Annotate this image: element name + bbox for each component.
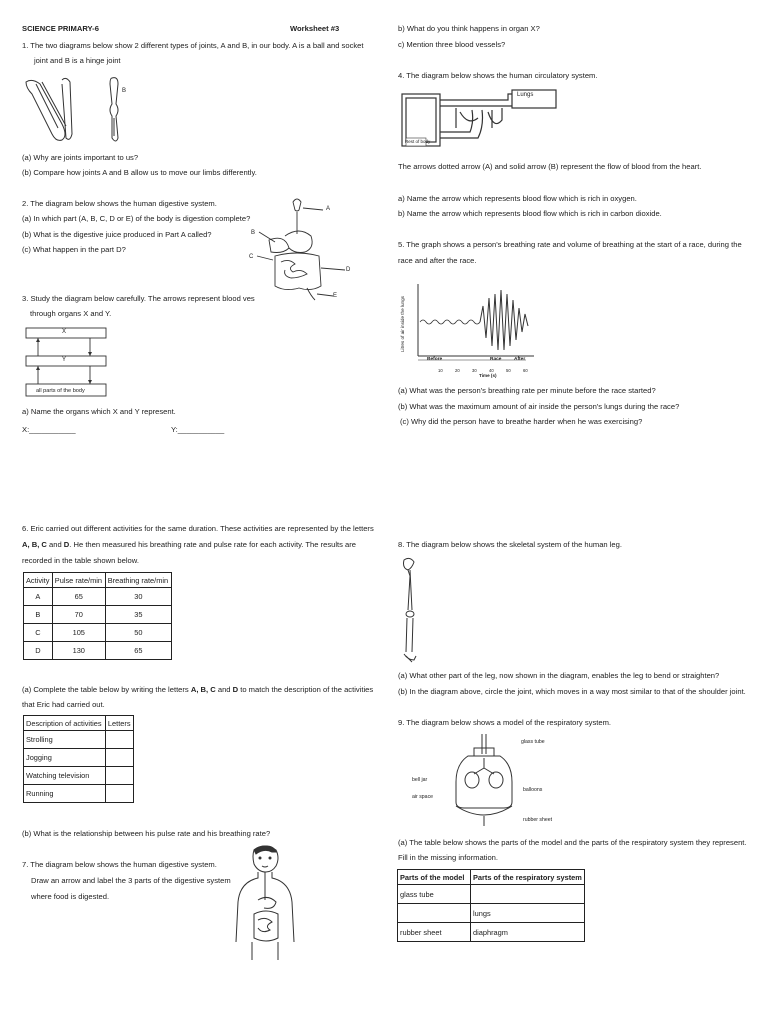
glass-tube-label: glass tube <box>521 739 545 745</box>
graph-xlabel: Time (s) <box>479 373 497 378</box>
table-row <box>24 785 134 803</box>
q5-c: (c) Why did the person have to breathe harder when he was exercising? <box>400 417 643 426</box>
q6-a-line2: that Eric had carried out. <box>22 700 105 709</box>
leg-skeleton-diagram <box>398 556 420 664</box>
table-cell: 30 <box>105 588 171 606</box>
graph-race-label: Race <box>490 357 502 362</box>
q6-a-letters-abc: A, B, C <box>190 685 216 694</box>
activity-results-table <box>23 572 172 660</box>
graph-ylabel: Litres of air inside the lungs <box>400 296 405 352</box>
digestive-system-diagram <box>245 196 350 306</box>
q2-b: (b) What is the digestive juice produced in Part A called? <box>22 230 212 239</box>
q7-line3: where food is digested. <box>31 892 110 901</box>
q7-line2: Draw an arrow and label the 3 parts of the digestive system <box>31 876 231 885</box>
answer-cell[interactable] <box>471 885 585 904</box>
q6-line2-rest: . He then measured his breathing rate and pulse rate for each activity. The results are <box>69 540 357 549</box>
q4-a: a) Name the arrow which represents blood flow which is rich in oxygen. <box>398 194 637 203</box>
letter-answer-cell[interactable] <box>105 767 133 785</box>
q1-a: (a) Why are joints important to us? <box>22 153 139 162</box>
table-cell: Jogging <box>24 749 106 767</box>
label-c: C <box>249 254 254 260</box>
q7-line1: 7. The diagram below shows the human digestive system. <box>22 860 217 869</box>
table-cell: D <box>24 642 53 660</box>
q6-letters-abc: A, B, C <box>22 540 47 549</box>
worksheet-number: Worksheet #3 <box>290 24 340 33</box>
lungs-label: Lungs <box>517 92 534 98</box>
box-x-label: X <box>62 329 67 335</box>
table-row <box>398 885 585 904</box>
table-cell: Running <box>24 785 106 803</box>
label-a: A <box>326 206 331 212</box>
air-space-label: air space <box>412 794 434 800</box>
table-cell: rubber sheet <box>398 923 471 942</box>
q8-line1: 8. The diagram below shows the skeletal system of the human leg. <box>398 540 622 549</box>
breathing-graph <box>398 280 538 380</box>
q3-b: b) What do you think happens in organ X? <box>398 24 540 33</box>
table-cell: diaphragm <box>471 923 585 942</box>
q2-line1: 2. The diagram below shows the human digestive system. <box>22 199 217 208</box>
letter-answer-cell[interactable] <box>105 785 133 803</box>
table-row <box>24 767 134 785</box>
table-cell: C <box>24 624 53 642</box>
q8-b: (b) In the diagram above, circle the joint, which moves in a way most similar to that of the shoulder joint. <box>398 687 746 696</box>
table-cell: glass tube <box>398 885 471 904</box>
q6-and: and <box>46 540 64 549</box>
table-row <box>24 606 172 624</box>
q8-a: (a) What other part of the leg, now shown in the diagram, enables the leg to bend or straighten? <box>398 671 720 680</box>
letter-answer-cell[interactable] <box>105 749 133 767</box>
graph-tick-10: 10 <box>438 368 443 373</box>
q5-b: (b) What was the maximum amount of air inside the person's lungs during the race? <box>398 402 680 411</box>
graph-tick-50: 50 <box>506 368 511 373</box>
table-cell: 65 <box>105 642 171 660</box>
human-digestive-figure <box>232 842 300 962</box>
bell-jar-label: bell jar <box>412 777 428 783</box>
q6-a-and: and <box>215 685 233 694</box>
q6-line2 <box>22 540 356 550</box>
table-row <box>398 904 585 923</box>
q6-a-line1 <box>22 685 373 695</box>
table-header-cell: Letters <box>105 716 133 731</box>
q9-line1: 9. The diagram below shows a model of the respiratory system. <box>398 718 612 727</box>
table-cell: 35 <box>105 606 171 624</box>
table-header-cell: Description of activities <box>24 716 106 731</box>
q6-a-pre: (a) Complete the table below by writing the letters <box>22 685 191 694</box>
table-cell: 130 <box>52 642 105 660</box>
graph-tick-30: 30 <box>472 368 477 373</box>
letter-answer-cell[interactable] <box>105 731 133 749</box>
q6-letter-d: D <box>63 540 70 549</box>
q1-b: (b) Compare how joints A and B allow us to move our limbs differently. <box>22 168 257 177</box>
q4-b: b) Name the arrow which represents blood flow which is rich in carbon dioxide. <box>398 209 662 218</box>
rest-of-body-label: Rest of body <box>405 139 431 144</box>
q5-line1: 5. The graph shows a person's breathing rate and volume of breathing at the start of a race, during the <box>398 240 742 249</box>
label-e: E <box>333 293 338 299</box>
y-answer-blank: Y:___________ <box>171 425 225 434</box>
q2-c: (c) What happen in the part D? <box>22 245 126 254</box>
respiratory-model-diagram <box>448 732 518 828</box>
q9-a-line2: Fill in the missing information. <box>398 853 499 862</box>
table-row <box>24 749 134 767</box>
q6-a-letter-d: D <box>232 685 239 694</box>
box-body-label: all parts of the body <box>36 388 85 394</box>
q4-desc: The arrows dotted arrow (A) and solid arrow (B) represent the flow of blood from the heart. <box>398 162 702 171</box>
table-header-cell: Parts of the model <box>398 870 471 885</box>
activity-description-table <box>23 715 134 803</box>
table-cell: B <box>24 606 53 624</box>
table-cell: lungs <box>471 904 585 923</box>
table-row <box>24 624 172 642</box>
q4-line1: 4. The diagram below shows the human circulatory system. <box>398 71 598 80</box>
table-header-row <box>24 716 134 731</box>
graph-tick-20: 20 <box>455 368 460 373</box>
box-y-label: Y <box>62 357 67 363</box>
graph-tick-40: 40 <box>489 368 494 373</box>
table-cell: 70 <box>52 606 105 624</box>
table-row <box>24 642 172 660</box>
table-header-row <box>398 870 585 885</box>
respiratory-parts-table <box>397 869 585 942</box>
table-header-row <box>24 573 172 588</box>
table-cell: 50 <box>105 624 171 642</box>
q6-a-rest: to match the description of the activities <box>238 685 374 694</box>
graph-before-label: Before <box>427 357 443 362</box>
table-header-cell: Parts of the respiratory system <box>471 870 585 885</box>
q2-a: (a) In which part (A, B, C, D or E) of the body is digestion complete? <box>22 214 251 223</box>
q3-a: a) Name the organs which X and Y represent. <box>22 407 176 416</box>
rubber-sheet-label: rubber sheet <box>523 817 553 823</box>
graph-tick-60: 60 <box>523 368 528 373</box>
q6-line3: recorded in the table shown below. <box>22 556 139 565</box>
answer-cell[interactable] <box>398 904 471 923</box>
table-cell: Strolling <box>24 731 106 749</box>
q5-a: (a) What was the person's breathing rate per minute before the race started? <box>398 386 656 395</box>
q6-line1: 6. Eric carried out different activities for the same duration. These activities are represented by the letters <box>22 524 374 533</box>
x-answer-blank: X:___________ <box>22 425 76 434</box>
table-row <box>24 588 172 606</box>
q5-line2: race and after the race. <box>398 256 477 265</box>
q6-b: (b) What is the relationship between his pulse rate and his breathing rate? <box>22 829 271 838</box>
q3-line1: 3. Study the diagram below carefully. The arrows represent blood ves <box>22 294 255 303</box>
q1-line2: joint and B is a hinge joint <box>34 56 121 65</box>
page-title: SCIENCE PRIMARY-6 <box>22 24 99 33</box>
table-row <box>24 731 134 749</box>
q3-c: c) Mention three blood vessels? <box>398 40 506 49</box>
q1-line1: 1. The two diagrams below show 2 different types of joints, A and B, in our body. A is a ball and socket <box>22 41 364 50</box>
table-cell: 65 <box>52 588 105 606</box>
joints-diagram <box>22 74 152 146</box>
table-header-cell: Activity <box>24 573 53 588</box>
label-d: D <box>346 267 351 273</box>
table-cell: 105 <box>52 624 105 642</box>
q9-a-line1: (a) The table below shows the parts of the model and the parts of the respiratory system they represent. <box>398 838 747 847</box>
table-header-cell: Pulse rate/min <box>52 573 105 588</box>
table-header-cell: Breathing rate/min <box>105 573 171 588</box>
balloons-label: balloons <box>523 787 543 793</box>
label-b-joint: B <box>122 88 127 94</box>
table-cell: Watching television <box>24 767 106 785</box>
graph-after-label: After <box>514 357 526 362</box>
table-row <box>398 923 585 942</box>
q3-line2: through organs X and Y. <box>30 309 112 318</box>
table-cell: A <box>24 588 53 606</box>
label-b: B <box>251 230 256 236</box>
